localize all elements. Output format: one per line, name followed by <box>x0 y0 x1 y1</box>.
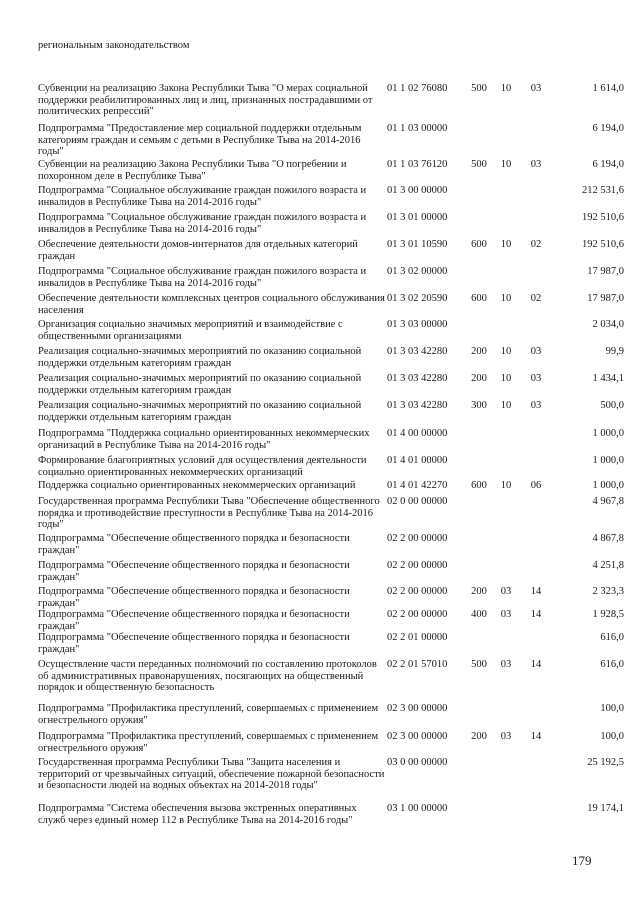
row-vr: 600 <box>471 480 487 491</box>
row-pr: 03 <box>530 400 542 411</box>
row-code: 03 1 00 00000 <box>387 803 448 814</box>
row-rz: 10 <box>500 159 512 170</box>
row-name: Подпрограмма "Социальное обслуживание граждан пожилого возраста и инвалидов в Республике Тыва на 2014-2016 годы" <box>38 266 367 289</box>
row-rz: 10 <box>500 293 512 304</box>
row-sum: 2 323,3 <box>592 586 624 597</box>
row-code: 01 3 02 00000 <box>387 266 448 277</box>
row-name: Подпрограмма "Обеспечение общественного порядка и безопасности граждан" <box>38 533 350 556</box>
row-sum: 616,0 <box>600 632 624 643</box>
row-code: 01 3 01 00000 <box>387 212 448 223</box>
row-pr: 02 <box>530 293 542 304</box>
row-code: 02 2 00 00000 <box>387 609 448 620</box>
row-rz: 10 <box>500 346 512 357</box>
row-sum: 19 174,1 <box>587 803 624 814</box>
row-sum: 99,9 <box>605 346 624 357</box>
row-code: 02 3 00 00000 <box>387 731 448 742</box>
row-code: 02 2 00 00000 <box>387 560 448 571</box>
row-vr: 200 <box>471 346 487 357</box>
row-vr: 500 <box>471 83 487 94</box>
row-sum: 1 434,1 <box>592 373 624 384</box>
row-vr: 200 <box>471 373 487 384</box>
row-code: 02 3 00 00000 <box>387 703 448 714</box>
row-code: 02 2 01 57010 <box>387 659 448 670</box>
row-vr: 200 <box>471 586 487 597</box>
row-name: Подпрограмма "Предоставление мер социальной поддержки отдельным категориям граждан и семьям с детьми в Республике Тыва на 2014-2016 годы" <box>38 123 362 157</box>
row-sum: 192 510,6 <box>582 239 624 250</box>
row-sum: 500,0 <box>600 400 624 411</box>
row-pr: 14 <box>530 731 542 742</box>
row-sum: 4 967,8 <box>592 496 624 507</box>
row-name: Подпрограмма "Профилактика преступлений, совершаемых с применением огнестрельного оружия" <box>38 703 379 726</box>
row-pr: 03 <box>530 83 542 94</box>
row-rz: 03 <box>500 659 512 670</box>
row-rz: 10 <box>500 373 512 384</box>
row-sum: 1 928,5 <box>592 609 624 620</box>
row-name: Подпрограмма "Социальное обслуживание граждан пожилого возраста и инвалидов в Республике Тыва на 2014-2016 годы" <box>38 212 367 235</box>
row-sum: 192 510,6 <box>582 212 624 223</box>
row-sum: 6 194,0 <box>592 159 624 170</box>
row-rz: 03 <box>500 586 512 597</box>
row-code: 01 3 03 00000 <box>387 319 448 330</box>
row-pr: 03 <box>530 346 542 357</box>
row-name: Реализация социально-значимых мероприятий по оказанию социальной поддержки отдельным категориям граждан <box>38 373 362 396</box>
row-code: 01 3 02 20590 <box>387 293 448 304</box>
row-code: 01 3 03 42280 <box>387 346 448 357</box>
row-code: 02 0 00 00000 <box>387 496 448 507</box>
row-code: 03 0 00 00000 <box>387 757 448 768</box>
row-name: Подпрограмма "Обеспечение общественного порядка и безопасности граждан" <box>38 560 350 583</box>
row-name: Подпрограмма "Поддержка социально ориентированных некоммерческих организаций в Республике Тыва на 2014-2016 годы" <box>38 428 370 451</box>
row-vr: 500 <box>471 159 487 170</box>
row-name: Обеспечение деятельности домов-интернатов для отдельных категорий граждан <box>38 239 358 262</box>
row-vr: 500 <box>471 659 487 670</box>
row-sum: 4 251,8 <box>592 560 624 571</box>
row-code: 02 2 01 00000 <box>387 632 448 643</box>
row-name: Субвенции на реализацию Закона Республики Тыва "О мерах социальной поддержки реабилитированных лиц и лиц, признанных пострадавшими от политических репрессий" <box>38 83 373 117</box>
row-pr: 03 <box>530 159 542 170</box>
row-sum: 1 000,0 <box>592 455 624 466</box>
row-sum: 1 000,0 <box>592 480 624 491</box>
row-name: Организация социально значимых мероприятий и взаимодействие с общественными организациями <box>38 319 343 342</box>
row-code: 01 3 03 42280 <box>387 400 448 411</box>
row-name: Реализация социально-значимых мероприятий по оказанию социальной поддержки отдельным категориям граждан <box>38 400 362 423</box>
row-sum: 17 987,0 <box>587 266 624 277</box>
row-sum: 100,0 <box>600 703 624 714</box>
row-name: Поддержка социально ориентированных некоммерческих организаций <box>38 480 356 491</box>
row-name: Осуществление части переданных полномочий по составлению протоколов об административных правонарушениях, посягающих на общественный порядок и общественную безопасность <box>38 659 377 693</box>
row-name: Субвенции на реализацию Закона Республики Тыва "О погребении и похоронном деле в Республике Тыва" <box>38 159 347 182</box>
row-rz: 03 <box>500 609 512 620</box>
row-sum: 17 987,0 <box>587 293 624 304</box>
row-name: Подпрограмма "Обеспечение общественного порядка и безопасности граждан" <box>38 609 350 632</box>
row-name: Государственная программа Республики Тыва "Защита населения и территорий от чрезвычайных ситуаций, обеспечение пожарной безопасности и безопасности людей на водных объектах на 2014-2018 годы" <box>38 757 385 791</box>
row-vr: 600 <box>471 293 487 304</box>
row-sum: 2 034,0 <box>592 319 624 330</box>
row-sum: 25 192,5 <box>587 757 624 768</box>
row-vr: 200 <box>471 731 487 742</box>
row-name: Подпрограмма "Социальное обслуживание граждан пожилого возраста и инвалидов в Республике Тыва на 2014-2016 годы" <box>38 185 367 208</box>
row-rz: 10 <box>500 83 512 94</box>
row-pr: 14 <box>530 659 542 670</box>
row-sum: 616,0 <box>600 659 624 670</box>
row-code: 01 3 01 10590 <box>387 239 448 250</box>
row-code: 01 4 01 42270 <box>387 480 448 491</box>
row-name: Государственная программа Республики Тыва "Обеспечение общественного порядка и противодействие преступности в Республике Тыва на 2014-2016 годы" <box>38 496 380 530</box>
row-code: 01 4 00 00000 <box>387 428 448 439</box>
row-vr: 300 <box>471 400 487 411</box>
row-code: 01 3 03 42280 <box>387 373 448 384</box>
row-name: Подпрограмма "Система обеспечения вызова экстренных оперативных служб через единый номер 112 в Республике Тыва на 2014-2016 годы" <box>38 803 357 826</box>
row-sum: 6 194,0 <box>592 123 624 134</box>
row-rz: 10 <box>500 239 512 250</box>
row-rz: 10 <box>500 400 512 411</box>
row-pr: 14 <box>530 586 542 597</box>
row-name: Подпрограмма "Профилактика преступлений, совершаемых с применением огнестрельного оружия" <box>38 731 379 754</box>
row-sum: 1 614,0 <box>592 83 624 94</box>
row-name: Формирование благоприятных условий для осуществления деятельности социально ориентированных некоммерческих организаций <box>38 455 367 478</box>
row-vr: 600 <box>471 239 487 250</box>
row-sum: 212 531,6 <box>582 185 624 196</box>
row-sum: 100,0 <box>600 731 624 742</box>
row-vr: 400 <box>471 609 487 620</box>
row-code: 02 2 00 00000 <box>387 533 448 544</box>
row-pr: 02 <box>530 239 542 250</box>
page-number: 179 <box>572 853 592 868</box>
row-code: 01 4 01 00000 <box>387 455 448 466</box>
row-code: 01 1 02 76080 <box>387 83 448 94</box>
row-pr: 06 <box>530 480 542 491</box>
row-pr: 03 <box>530 373 542 384</box>
row-name: Подпрограмма "Обеспечение общественного порядка и безопасности граждан" <box>38 586 350 609</box>
row-sum: 1 000,0 <box>592 428 624 439</box>
row-pr: 14 <box>530 609 542 620</box>
header-text: региональным законодательством <box>38 40 190 51</box>
row-name: Подпрограмма "Обеспечение общественного порядка и безопасности граждан" <box>38 632 350 655</box>
row-code: 01 1 03 76120 <box>387 159 448 170</box>
row-code: 01 3 00 00000 <box>387 185 448 196</box>
row-rz: 03 <box>500 731 512 742</box>
row-name: Реализация социально-значимых мероприятий по оказанию социальной поддержки отдельным категориям граждан <box>38 346 362 369</box>
row-code: 02 2 00 00000 <box>387 586 448 597</box>
row-code: 01 1 03 00000 <box>387 123 448 134</box>
row-sum: 4 867,8 <box>592 533 624 544</box>
row-rz: 10 <box>500 480 512 491</box>
row-name: Обеспечение деятельности комплексных центров социального обслуживания населения <box>38 293 385 316</box>
